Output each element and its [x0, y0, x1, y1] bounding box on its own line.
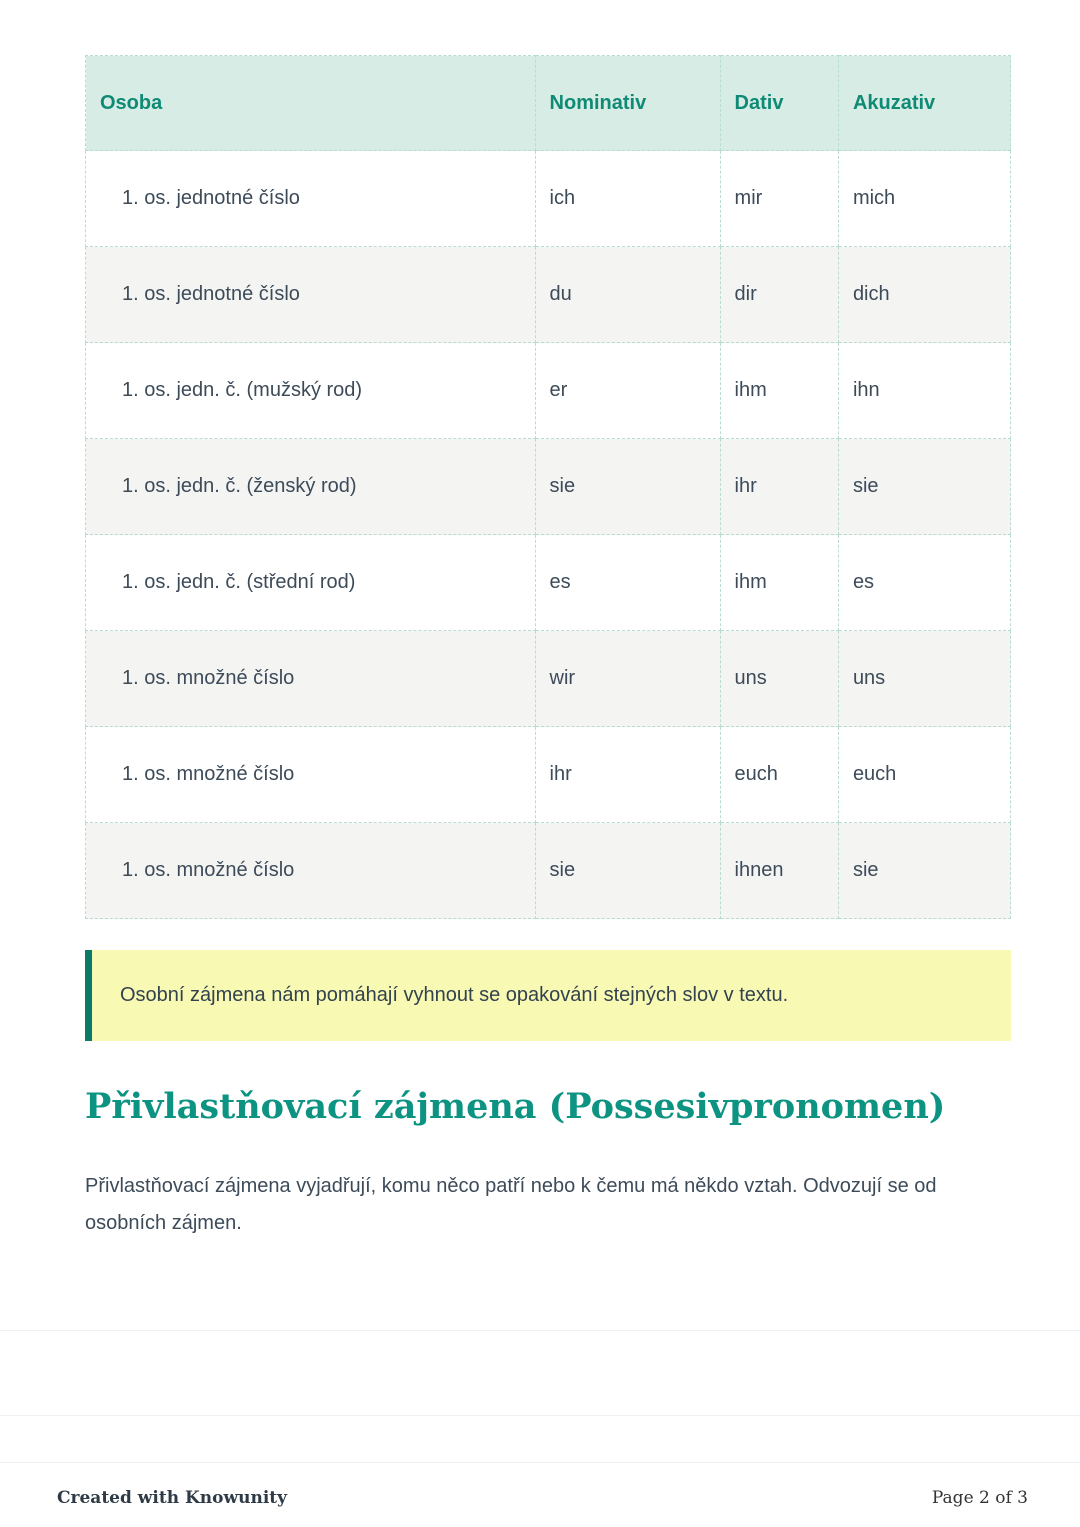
pronoun-table-body	[86, 151, 1011, 919]
cell-pronoun: ihm	[720, 343, 838, 439]
cell-pronoun: wir	[535, 631, 720, 727]
column-header-akuzativ: Akuzativ	[838, 56, 1010, 151]
cell-pronoun: euch	[838, 727, 1010, 823]
pronoun-table	[85, 55, 1011, 919]
cell-pronoun: uns	[838, 631, 1010, 727]
cell-person: 1. os. množné číslo	[86, 727, 536, 823]
cell-person: 1. os. jedn. č. (mužský rod)	[86, 343, 536, 439]
column-header-dativ: Dativ	[720, 56, 838, 151]
cell-pronoun: ihn	[838, 343, 1010, 439]
cell-pronoun: sie	[535, 439, 720, 535]
page-footer	[57, 1488, 1028, 1508]
table-row	[86, 823, 1011, 919]
table-row	[86, 151, 1011, 247]
ruled-line	[0, 1462, 1080, 1463]
cell-pronoun: sie	[838, 823, 1010, 919]
callout-box	[85, 950, 1011, 1041]
cell-person: 1. os. množné číslo	[86, 631, 536, 727]
cell-pronoun: dich	[838, 247, 1010, 343]
callout-text: Osobní zájmena nám pomáhají vyhnout se opakování stejných slov v textu.	[120, 984, 789, 1006]
cell-pronoun: ihr	[535, 727, 720, 823]
cell-person: 1. os. jedn. č. (střední rod)	[86, 535, 536, 631]
cell-pronoun: es	[535, 535, 720, 631]
table-row	[86, 247, 1011, 343]
table-row	[86, 727, 1011, 823]
cell-pronoun: du	[535, 247, 720, 343]
cell-pronoun: ihm	[720, 535, 838, 631]
table-header-row	[86, 56, 1011, 151]
cell-pronoun: er	[535, 343, 720, 439]
cell-pronoun: mir	[720, 151, 838, 247]
cell-person: 1. os. množné číslo	[86, 823, 536, 919]
ruled-line	[0, 1330, 1080, 1331]
cell-pronoun: ihr	[720, 439, 838, 535]
section-paragraph: Přivlastňovací zájmena vyjadřují, komu něco patří nebo k čemu má někdo vztah. Odvozují se od osobních zájmen.	[85, 1175, 937, 1234]
section-heading: Přivlastňovací zájmena (Possesivpronomen)	[85, 1086, 946, 1127]
cell-pronoun: dir	[720, 247, 838, 343]
table-row	[86, 631, 1011, 727]
ruled-line	[0, 1415, 1080, 1416]
table-row	[86, 343, 1011, 439]
table-row	[86, 535, 1011, 631]
cell-pronoun: ihnen	[720, 823, 838, 919]
footer-branding: Created with Knowunity	[57, 1488, 288, 1508]
cell-pronoun: mich	[838, 151, 1010, 247]
footer-page-number: Page 2 of 3	[931, 1488, 1028, 1508]
cell-person: 1. os. jednotné číslo	[86, 247, 536, 343]
cell-pronoun: sie	[838, 439, 1010, 535]
cell-person: 1. os. jednotné číslo	[86, 151, 536, 247]
cell-pronoun: uns	[720, 631, 838, 727]
column-header-osoba: Osoba	[86, 56, 536, 151]
pronoun-table-wrap	[85, 55, 1011, 919]
cell-pronoun: sie	[535, 823, 720, 919]
cell-pronoun: euch	[720, 727, 838, 823]
cell-pronoun: ich	[535, 151, 720, 247]
column-header-nominativ: Nominativ	[535, 56, 720, 151]
table-row	[86, 439, 1011, 535]
cell-pronoun: es	[838, 535, 1010, 631]
cell-person: 1. os. jedn. č. (ženský rod)	[86, 439, 536, 535]
